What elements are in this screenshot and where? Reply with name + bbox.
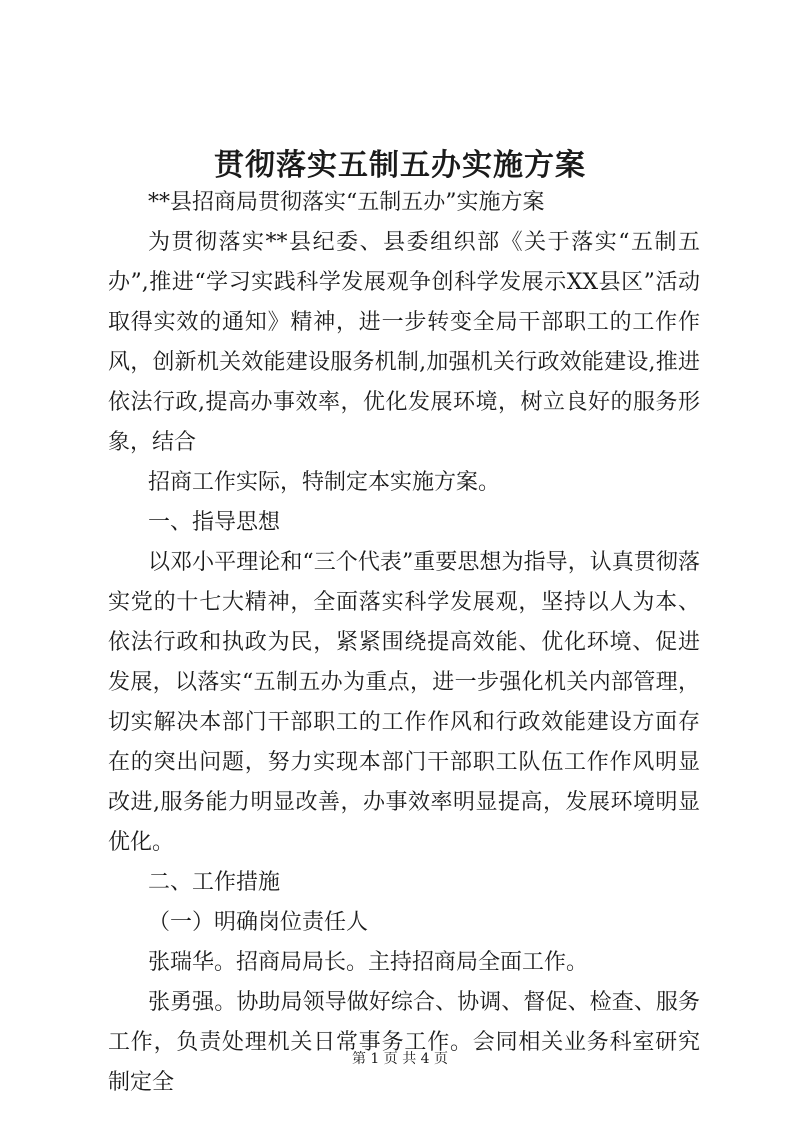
intro-continuation-paragraph: 招商工作实际，特制定本实施方案。 [148, 470, 501, 495]
intro-paragraph: 为贯彻落实**县纪委、县委组织部《关于落实“五制五办”,推进“学习实践科学发展观争创科学发展示XX县区”活动取得实效的通知》精神，进一步转变全局干部职工的工作作风，创新机关效能建设服务机制,加强机关行政效能建设,推进依法行政,提高办事效率，优化发展环境，树立良好的服务形象，结合 [108, 230, 700, 455]
document-title: 贯彻落实五制五办实施方案 [214, 148, 586, 183]
guiding-thought-paragraph: 以邓小平理论和“三个代表”重要思想为指导，认真贯彻落实党的十七大精神，全面落实科学发展观，坚持以人为本、依法行政和执政为民，紧紧围绕提高效能、优化环境、促进发展，以落实“五制五办为重点，进一步强化机关内部管理，切实解决本部门干部职工的工作作风和行政效能建设方面存在的突出问题，努力实现本部门干部职工队伍工作作风明显改进,服务能力明显改善，办事效率明显提高，发展环境明显优化。 [108, 550, 700, 855]
responsibility-paragraph-1: 张瑞华。招商局局长。主持招商局全面工作。 [148, 950, 589, 975]
subtitle-paragraph: **县招商局贯彻落实“五制五办”实施方案 [148, 190, 545, 215]
responsibility-paragraph-2: 张勇强。协助局领导做好综合、协调、督促、检查、服务工作，负责处理机关日常事务工作。会同相关业务科室研究制定全 [108, 990, 700, 1095]
section-heading-work-measures: 二、工作措施 [148, 870, 281, 895]
document-body [108, 183, 700, 1103]
section-heading-guiding-thought: 一、指导思想 [148, 510, 281, 535]
page-footer: 第 1 页 共 4 页 [351, 1051, 449, 1067]
subsection-heading-responsibility: （一）明确岗位责任人 [148, 910, 369, 935]
